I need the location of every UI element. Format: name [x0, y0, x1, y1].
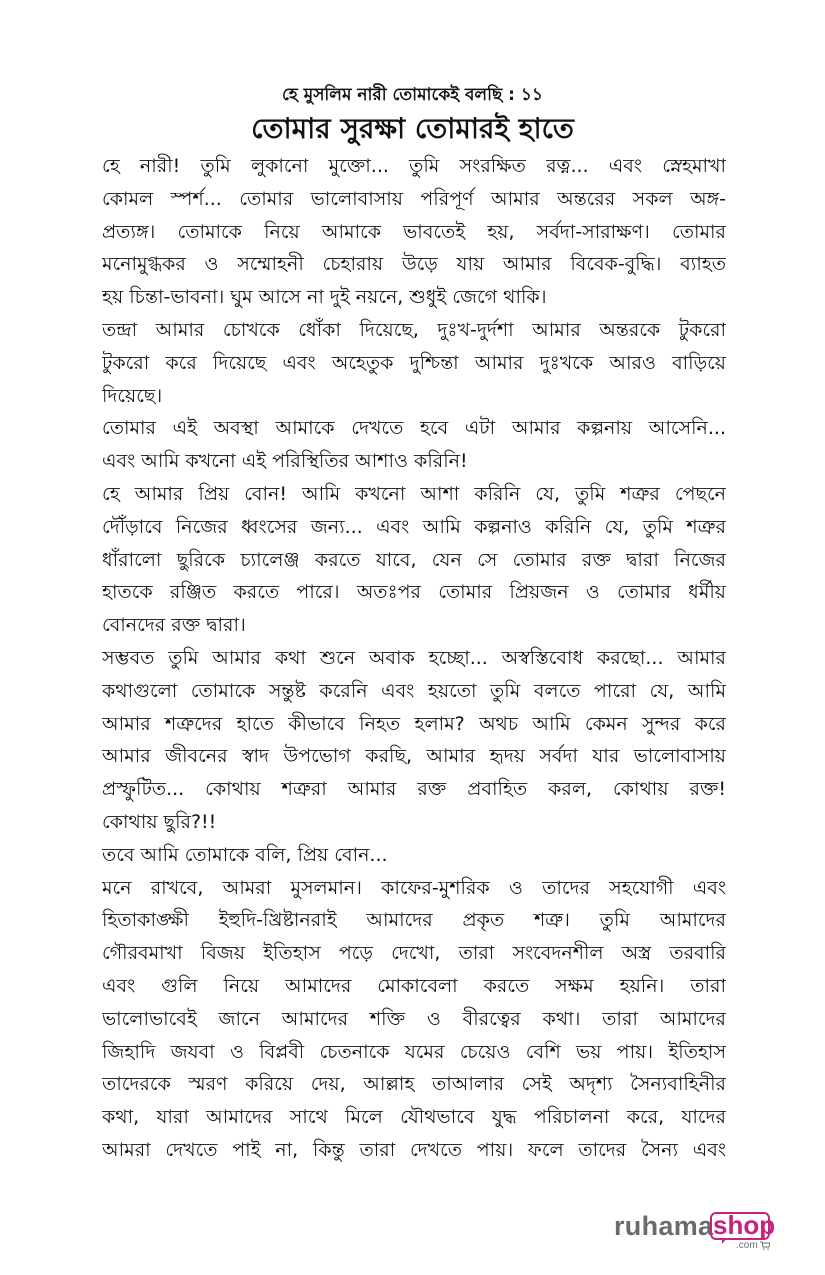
- text-line: হাতকে রঞ্জিত করতে পারে। অতঃপর তোমার প্রিয়জন ও তোমার ধর্মীয়: [102, 581, 726, 604]
- text-line: জিহাদি জযবা ও বিপ্লবী চেতনাকে যমের চেয়েও বেশি ভয় পায়। ইতিহাস: [102, 1040, 726, 1063]
- text-line: দিয়েছে।: [102, 384, 163, 407]
- text-line: এবং আমি কখনো এই পরিস্থিতির আশাও করিনি!: [102, 450, 468, 473]
- text-line: তাদেরকে স্মরণ করিয়ে দেয়, আল্লাহ তাআলার সেই অদৃশ্য সৈন্যবাহিনীর: [102, 1073, 726, 1096]
- text-line: হে নারী! তুমি লুকানো মুক্তো... তুমি সংরক্ষিত রত্ন... এবং স্নেহমাখা: [102, 155, 726, 177]
- text-line: তবে আমি তোমাকে বলি, প্রিয় বোন...: [102, 843, 388, 866]
- text-line: মনোমুগ্ধকর ও সম্মোহনী চেহারায় উড়ে যায় আমার বিবেক-বুদ্ধি। ব্যাহত: [102, 253, 726, 276]
- text-line: কথা, যারা আমাদের সাথে মিলে যৌথভাবে যুদ্ধ পরিচালনা করে, যাদের: [102, 1106, 726, 1129]
- text-line: মনে রাখবে, আমরা মুসলমান। কাফের-মুশরিক ও তাদের সহযোগী এবং: [102, 876, 726, 899]
- text-line: গৌরবমাখা বিজয় ইতিহাস পড়ে দেখো, তারা সংবেদনশীল অস্ত্র তরবারি: [102, 942, 726, 965]
- text-line: হয় চিন্তা-ভাবনা। ঘুম আসে না দুই নয়নে, শুধুই জেগে থাকি।: [102, 286, 547, 309]
- page-title: তোমার সুরক্ষা তোমারই হাতে: [251, 112, 574, 145]
- text-line: টুকরো করে দিয়েছে এবং অহেতুক দুশ্চিন্তা আমার দুঃখকে আরও বাড়িয়ে: [102, 351, 726, 374]
- text-line: তন্দ্রা আমার চোখকে ধোঁকা দিয়েছে, দুঃখ-দুর্দশা আমার অন্তরকে টুকরো: [102, 318, 726, 341]
- text-line: কোমল স্পর্শ... তোমার ভালোবাসায় পরিপূর্ণ আমার অন্তরের সকল অঙ্গ-: [102, 187, 726, 210]
- series-subtitle: হে মুসলিম নারী তোমাকেই বলছি : ১১: [282, 85, 543, 105]
- text-line: হে আমার প্রিয় বোন! আমি কখনো আশা করিনি যে, তুমি শত্রুর পেছনে: [102, 482, 726, 505]
- logo-text-com: .com: [736, 1240, 758, 1251]
- text-line: কথাগুলো তোমাকে সন্তুষ্ট করেনি এবং হয়তো তুমি বলতে পারো যে, আমি: [102, 679, 726, 702]
- text-line: প্রস্ফুটিত... কোথায় শত্রুরা আমার রক্ত প্রবাহিত করল, কোথায় রক্ত!: [102, 778, 726, 801]
- shopping-cart-icon: [760, 1241, 770, 1250]
- text-line: প্রত্যঙ্গ। তোমাকে নিয়ে আমাকে ভাবতেই হয়, সর্বদা-সারাক্ষণ। তোমার: [102, 220, 726, 243]
- text-line: কোথায় ছুরি?!!: [102, 810, 217, 833]
- text-line: সম্ভবত তুমি আমার কথা শুনে অবাক হচ্ছো... অস্বস্তিবোধ করছো... আমার: [102, 646, 726, 669]
- text-line: তোমার এই অবস্থা আমাকে দেখতে হবে এটা আমার কল্পনায় আসেনি...: [102, 417, 726, 440]
- text-line: বোনদের রক্ত দ্বারা।: [102, 614, 246, 637]
- text-line: হিতাকাঙ্ক্ষী ইহুদি-খ্রিষ্টানরাই আমাদের প্রকৃত শত্রু। তুমি আমাদের: [102, 909, 726, 932]
- text-line: আমার জীবনের স্বাদ উপভোগ করছি, আমার হৃদয় সর্বদা যার ভালোবাসায়: [102, 745, 726, 768]
- text-line: আমরা দেখতে পাই না, কিন্তু তারা দেখতে পায়। ফলে তাদের সৈন্য এবং: [102, 1138, 726, 1161]
- logo-text-ruhama: ruhama: [614, 1211, 714, 1241]
- text-line: ভালোভাবেই জানে আমাদের শক্তি ও বীরত্বের কথা। তারা আমাদের: [102, 1007, 726, 1030]
- text-line: দৌঁড়াবে নিজের ধ্বংসের জন্য... এবং আমি কল্পনাও করিনি যে, তুমি শত্রুর: [102, 515, 726, 538]
- ruhamashop-logo: [614, 1210, 776, 1254]
- text-line: এবং গুলি নিয়ে আমাদের মোকাবেলা করতে সক্ষম হয়নি। তারা: [102, 974, 726, 997]
- text-line: আমার শত্রুদের হাতে কীভাবে নিহত হলাম? অথচ আমি কেমন সুন্দর করে: [102, 712, 726, 735]
- logo-text-shop: shop: [713, 1210, 776, 1240]
- text-line: ধাঁরালো ছুরিকে চ্যালেঞ্জ করতে যাবে, যেন সে তোমার রক্ত দ্বারা নিজের: [102, 548, 726, 571]
- body-text: [102, 150, 726, 1167]
